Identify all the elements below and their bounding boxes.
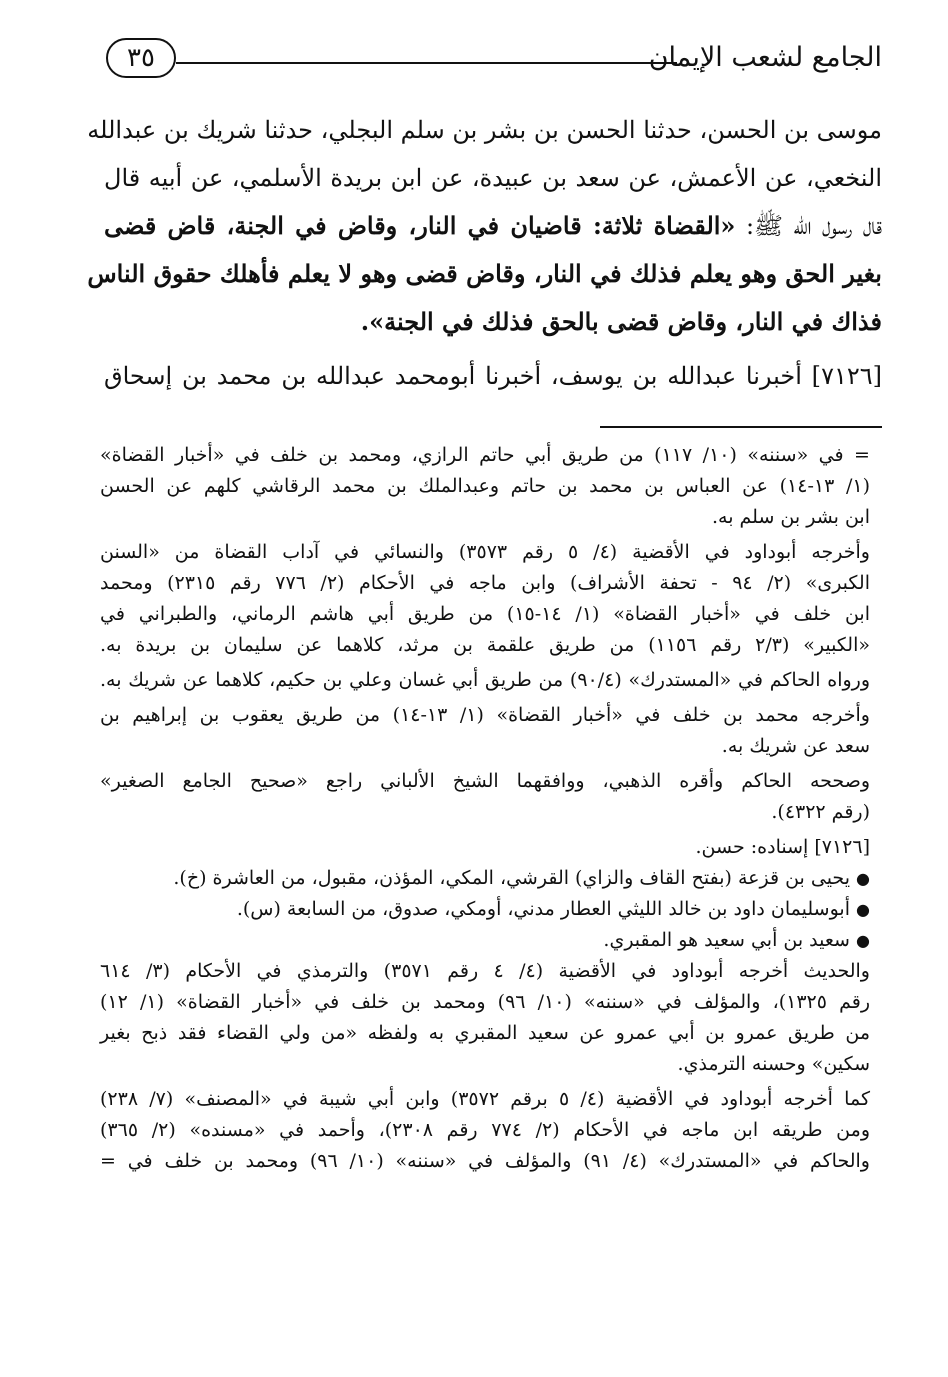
main-text [87,106,883,400]
footnote-line: ورواه الحاكم في «المستدرك» (٩٠/٤) من طريق أبي غسان وعلي بن حكيم، كلاهما عن شريك به. [100,669,871,691]
footnote-line: «الكبير» (٢/٣ رقم ١١٥٦) من طريق علقمة بن مرثد، كلاهما عن سليمان بن بريدة به. [100,634,870,656]
bullet-icon: ● [856,931,870,950]
header-rule [176,62,677,64]
footnote-line: والحاكم في «المستدرك» (٤/ ٩١) والمؤلف في «سننه» (١٠/ ٩٦) ومحمد بن خلف في = [100,1150,870,1172]
footnote-line: سعد عن شريك به. [721,735,870,757]
footnote-line: وصححه الحاكم وأقره الذهبي، ووافقهما الشيخ الألباني راجع «صحيح الجامع الصغير» [100,770,870,792]
footnote-line: (رقم ٤٣٢٢). [771,801,870,823]
isnad-grade: [٧١٢٦] إسناده: حسن. [695,836,870,858]
footnote-line: رقم ١٣٢٥)، والمؤلف في «سننه» (١٠/ ٩٦) ومحمد بن خلف في «أخبار القضاة» (١/ ١٢) [100,991,870,1013]
footnotes [100,440,870,1177]
narrator-text: أبوسليمان داود بن خالد الليثي العطار مدني، أومكي، صدوق، من السابعة (س). [236,898,850,920]
running-title: الجامع لشعب الإيمان [648,42,882,73]
footnote-line: ومن طريقه ابن ماجه في الأحكام (٢/ ٧٧٤ رقم ٢٣٠٨)، وأحمد في «مسنده» (٢/ ٣٦٥) [100,1119,870,1141]
footnote-line: كما أخرجه أبوداود في الأقضية (٤/ ٥ برقم ٣٥٧٢) وابن أبي شيبة في «المصنف» (٧/ ٢٣٨) [100,1088,870,1110]
hadith-quote: «القضاة ثلاثة: قاضيان في النار، وقاض في الجنة، قاض قضى [104,211,736,240]
body-line-plain: قال رسول الله ﷺ: [735,212,883,240]
footnote-line: وأخرجه أبوداود في الأقضية (٤/ ٥ رقم ٣٥٧٣) والنسائي في آداب القضاة من «السنن [100,541,870,563]
footnote-line: (١/ ١٣-١٤) عن العباس بن محمد بن حاتم وعبدالملك بن محمد الرقاشي كلهم عن الحسن [100,475,870,497]
hadith-quote-line: فذاك في النار، وقاض قضى بالحق فذلك في الجنة». [360,307,882,336]
footnote-line: وأخرجه محمد بن خلف في «أخبار القضاة» (١/ ١٣-١٤) من طريق يعقوب بن إبراهيم بن [100,704,870,726]
page-number: ٣٥ [106,38,176,78]
footnote-line: ابن خلف في «أخبار القضاة» (١/ ١٤-١٥) من طريق أبي هاشم الرماني، والطبراني في [100,603,870,625]
footnote-line: الكبرى» (٢/ ٩٤ - تحفة الأشراف) وابن ماجه في الأحكام (٢/ ٧٧٦ رقم ٢٣١٥) ومحمد [100,572,870,594]
bullet-icon: ● [856,869,870,888]
body-line: النخعي، عن الأعمش، عن سعد بن عبيدة، عن ابن بريدة الأسلمي، عن أبيه قال [104,164,882,192]
body-line [104,202,882,250]
next-entry-line: [٧١٢٦] أخبرنا عبدالله بن يوسف، أخبرنا أبومحمد عبدالله بن محمد بن إسحاق [104,362,882,390]
narrator-item [100,925,870,956]
hadith-quote-line: بغير الحق وهو يعلم فذلك في النار، وقاض قضى وهو لا يعلم فأهلك حقوق الناس [87,259,882,288]
footnote-line: والحديث أخرجه أبوداود في الأقضية (٤/ ٤ رقم ٣٥٧١) والترمذي في الأحكام (٣/ ٦١٤ [100,960,870,982]
narrator-text: سعيد بن أبي سعيد هو المقبري. [603,929,850,951]
footnote-separator [600,426,882,428]
narrator-item [100,863,870,894]
bullet-icon: ● [856,900,870,919]
narrator-item [100,894,870,925]
narrator-text: يحيى بن قزعة (بفتح القاف والزاي) القرشي، المكي، المؤذن، مقبول، من العاشرة (خ). [173,867,850,889]
footnote-line: سكين» وحسنه الترمذي. [677,1053,870,1075]
body-line: موسى بن الحسن، حدثنا الحسن بن بشر بن سلم البجلي، حدثنا شريك بن عبدالله [87,116,882,144]
footnote-line: ابن بشر بن سلم به. [711,506,870,528]
footnote-line: = في «سننه» (١٠/ ١١٧) من طريق أبي حاتم الرازي، ومحمد بن خلف في «أخبار القضاة» [100,444,870,466]
footnote-line: من طريق عمرو بن أبي عمرو عن سعيد المقبري به ولفظه «من ولي القضاء فقد ذبح بغير [100,1022,870,1044]
page-header [106,38,882,84]
